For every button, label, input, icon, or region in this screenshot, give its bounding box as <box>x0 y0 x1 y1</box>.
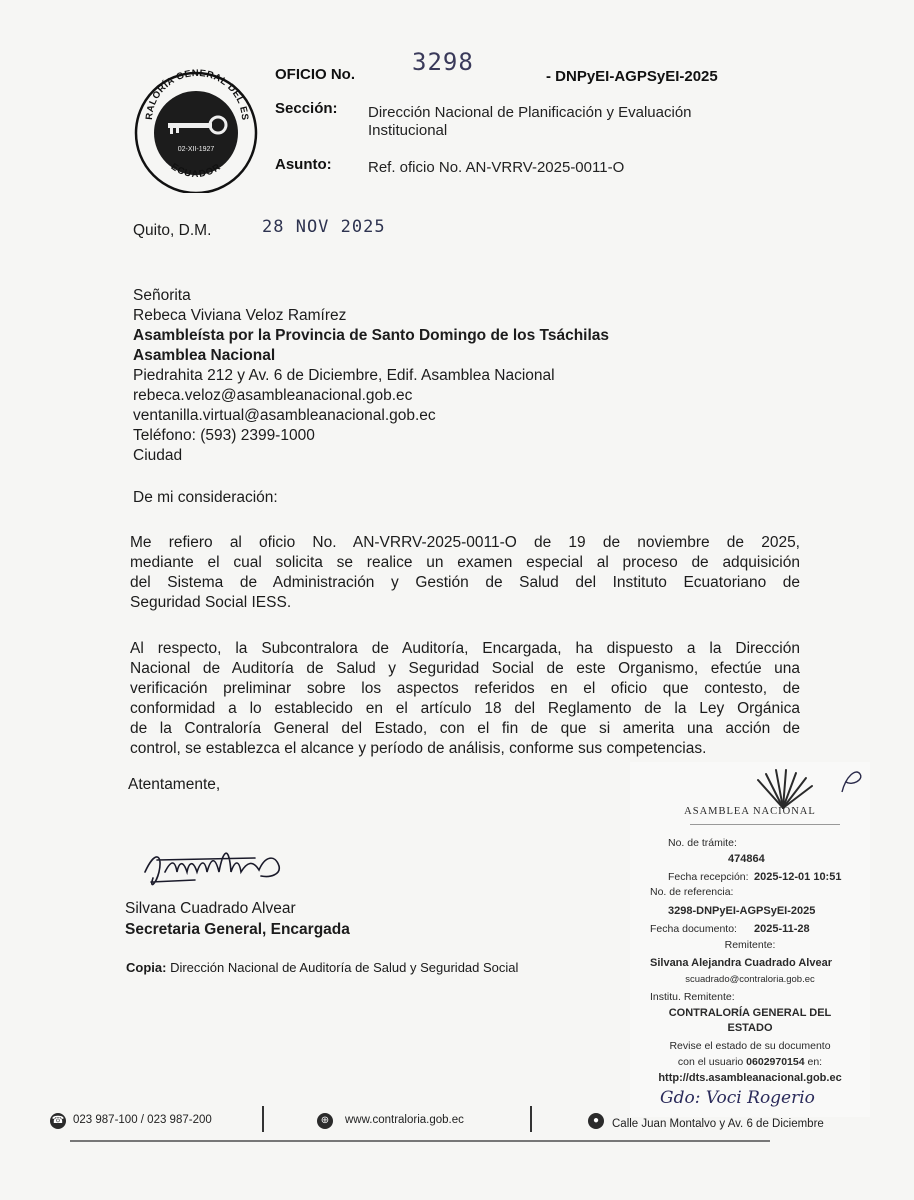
documento-label: Fecha documento: <box>650 923 737 935</box>
stamp-divider <box>690 824 840 825</box>
copy-value: Dirección Nacional de Auditoría de Salud y Seguridad Social <box>170 960 519 975</box>
documento-value: 2025-11-28 <box>754 923 810 935</box>
institu-line1: CONTRALORÍA GENERAL DEL <box>668 1007 832 1019</box>
referencia-value: 3298-DNPyEI-AGPSyEI-2025 <box>668 905 816 917</box>
p2-line: Nacional de Auditoría de Salud y Seguridad Social de este Organismo, efectúe una <box>130 660 800 677</box>
reception-stamp <box>630 762 870 1117</box>
footer-address: Calle Juan Montalvo y Av. 6 de Diciembre <box>612 1118 824 1130</box>
oficio-suffix: - DNPyEI-AGPSyEI-2025 <box>546 68 718 85</box>
p1-line: del Sistema de Administración y Gestión de Salud del Instituto Ecuatoriano de <box>130 574 800 591</box>
seal-ring-text: RALORÍA GENERAL DEL ES <box>143 67 251 121</box>
seal-country: ECUADOR <box>168 161 224 181</box>
remitente-value: Silvana Alejandra Cuadrado Alvear <box>650 957 832 969</box>
copy-label: Copia: <box>126 960 167 975</box>
footer-divider <box>530 1106 532 1132</box>
p2-line: de la Contraloría General del Estado, con el fin de que si amerita una acción de <box>130 720 800 737</box>
footer-web[interactable]: www.contraloria.gob.ec <box>345 1114 464 1126</box>
handwritten-signature <box>135 832 295 894</box>
stamp-org: ASAMBLEA NACIONAL <box>684 806 816 817</box>
recipient-city: Ciudad <box>133 447 183 464</box>
paragraph-2 <box>130 639 800 759</box>
p1-line: mediante el cual solicita se realice un examen especial al proceso de adquisición <box>130 554 800 571</box>
asunto-value: Ref. oficio No. AN-VRRV-2025-0011-O <box>368 159 625 176</box>
oficio-label: OFICIO No. <box>275 66 355 83</box>
footer-divider <box>262 1106 264 1132</box>
asunto-label: Asunto: <box>275 156 332 173</box>
globe-icon: ⊕ <box>317 1113 333 1129</box>
handwritten-mark <box>838 766 868 796</box>
tramite-value: 474864 <box>728 853 765 865</box>
recipient-name: Rebeca Viviana Veloz Ramírez <box>133 307 347 324</box>
location-pin-icon: ● <box>588 1113 604 1129</box>
stamp-url[interactable]: http://dts.asambleanacional.gob.ec <box>658 1072 842 1084</box>
tramite-label: No. de trámite: <box>668 837 737 849</box>
phone-icon: ☎ <box>50 1113 66 1129</box>
footer-rule <box>70 1140 770 1142</box>
recepcion-label: Fecha recepción: <box>668 871 749 883</box>
revise-text-a: con el usuario <box>677 1056 744 1068</box>
recipient-institution: Asamblea Nacional <box>133 347 276 364</box>
recepcion-value: 2025-12-01 10:51 <box>754 871 842 883</box>
greeting: De mi consideración: <box>133 489 278 506</box>
signer-name: Silvana Cuadrado Alvear <box>125 900 296 917</box>
remitente-label: Remitente: <box>724 939 776 951</box>
date-stamp: 28 NOV 2025 <box>262 217 386 237</box>
closing: Atentamente, <box>128 776 221 793</box>
revise-user: 0602970154 <box>746 1056 805 1068</box>
oficio-number: 3298 <box>412 48 474 76</box>
institu-line2: ESTADO <box>727 1022 773 1034</box>
paragraph-1 <box>130 533 800 613</box>
p1-line: Me refiero al oficio No. AN-VRRV-2025-0011-O de 19 de noviembre de 2025, <box>130 534 800 551</box>
recipient-address: Piedrahita 212 y Av. 6 de Diciembre, Edif. Asamblea Nacional <box>133 367 555 384</box>
revise-line1: Revise el estado de su documento <box>669 1040 831 1052</box>
recipient-title: Señorita <box>133 287 191 304</box>
p2-line: conformidad a lo establecido en el artículo 18 del Reglamento de la Ley Orgánica <box>130 700 800 717</box>
p2-line: verificación preliminar sobre los aspectos referidos en el oficio que contesto, de <box>130 680 800 697</box>
p2-line: control, se establezca el alcance y período de análisis, conforme sus competencias. <box>130 740 707 757</box>
institu-label: Institu. Remitente: <box>650 991 735 1003</box>
p1-line: Seguridad Social IESS. <box>130 594 292 611</box>
seccion-line2: Institucional <box>368 122 448 139</box>
seal-date: 02-XII-1927 <box>177 146 215 153</box>
revise-line2 <box>630 1056 870 1068</box>
handwritten-note: Gdo: Voci Rogerio <box>660 1088 815 1108</box>
footer-phone: 023 987-100 / 023 987-200 <box>73 1114 212 1126</box>
copy-line <box>126 960 518 975</box>
signer-title: Secretaria General, Encargada <box>125 921 350 938</box>
remitente-email: scuadrado@contraloria.gob.ec <box>685 974 815 985</box>
revise-text-c: en: <box>807 1056 823 1068</box>
feather-emblem-icon <box>748 768 818 810</box>
p2-line: Al respecto, la Subcontralora de Auditoría, Encargada, ha dispuesto a la Dirección <box>130 640 800 657</box>
seccion-label: Sección: <box>275 100 338 117</box>
seccion-line1: Dirección Nacional de Planificación y Evaluación <box>368 104 692 121</box>
recipient-block <box>133 286 609 466</box>
recipient-phone: Teléfono: (593) 2399-1000 <box>133 427 315 444</box>
contraloria-seal <box>130 43 260 193</box>
referencia-label: No. de referencia: <box>650 886 734 898</box>
recipient-email1: rebeca.veloz@asambleanacional.gob.ec <box>133 387 413 404</box>
recipient-email2: ventanilla.virtual@asambleanacional.gob.ec <box>133 407 436 424</box>
place: Quito, D.M. <box>133 222 212 239</box>
recipient-role: Asambleísta por la Provincia de Santo Domingo de los Tsáchilas <box>133 327 610 344</box>
